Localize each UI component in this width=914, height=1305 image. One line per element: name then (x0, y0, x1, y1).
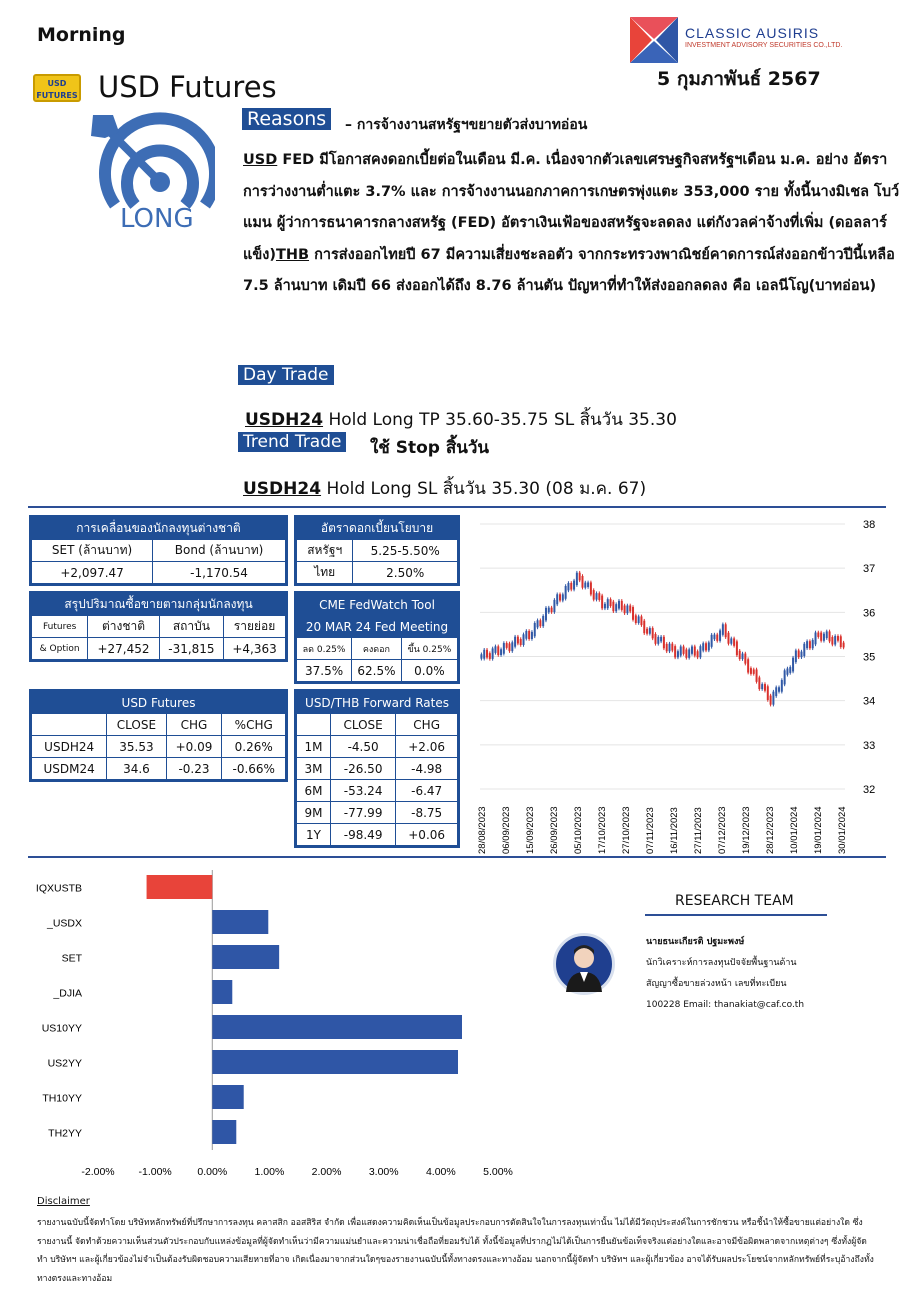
candle (708, 642, 710, 650)
y-tick-label: 33 (863, 739, 876, 752)
thb-label: THB (275, 246, 310, 263)
x-tick-label: -2.00% (81, 1166, 115, 1178)
position-label: LONG (120, 204, 194, 234)
fedwatch-box (294, 591, 460, 684)
candle (598, 593, 600, 600)
table-cell: -4.50 (330, 736, 395, 758)
table-cell: -98.49 (330, 824, 395, 846)
analyst-role: นักวิเคราะห์การลงทุนปัจจัยพื้นฐานด้าน (646, 958, 797, 968)
y-tick-label: 37 (863, 563, 876, 576)
candle (834, 636, 836, 644)
candle (786, 668, 788, 674)
table-header: CHG (166, 714, 222, 736)
candle (562, 594, 564, 600)
category-label: TH10YY (42, 1092, 82, 1105)
candle (744, 654, 746, 664)
y-tick-label: 34 (863, 695, 876, 708)
candle (742, 654, 744, 660)
candle (581, 576, 583, 588)
candle (806, 641, 808, 648)
candle (750, 668, 752, 674)
candle (483, 650, 485, 659)
candle (556, 594, 558, 604)
candle (671, 644, 673, 651)
candle (621, 601, 623, 610)
candle (652, 628, 654, 638)
candle (525, 631, 527, 639)
bar (147, 875, 213, 899)
candle (789, 667, 791, 673)
table-cell: -53.24 (330, 780, 395, 802)
x-tick-label: 07/12/2023 (717, 806, 728, 854)
investor-header: สถาบัน (159, 616, 223, 638)
candle (508, 643, 510, 651)
candle (520, 639, 522, 645)
candle (733, 638, 735, 645)
candle (553, 600, 555, 612)
investor-summary-box (29, 591, 288, 662)
candle (688, 649, 690, 657)
candle (711, 635, 713, 647)
candle (812, 640, 814, 648)
day-trade-heading: Day Trade (238, 365, 334, 385)
candle (542, 616, 544, 626)
candle (761, 684, 763, 689)
x-tick-label: 26/09/2023 (549, 806, 560, 854)
candle (624, 606, 626, 614)
candle (492, 648, 494, 658)
policy-rate-country: สหรัฐฯ (297, 540, 353, 562)
candle (596, 593, 598, 599)
candle (528, 631, 530, 639)
table-header (297, 714, 331, 736)
policy-rate-value: 5.25-5.50% (353, 540, 458, 562)
candle (803, 644, 805, 656)
category-label: _DJIA (53, 987, 82, 1000)
session-label: Morning (37, 24, 126, 46)
candle (638, 616, 640, 623)
table-cell: 9M (297, 802, 331, 824)
brand-subtitle: INVESTMENT ADVISORY SECURITIES CO.,LTD. (685, 42, 843, 49)
candle (626, 605, 628, 613)
table-cell: USDH24 (32, 736, 107, 758)
table-cell: -0.23 (166, 758, 222, 780)
candle (539, 620, 541, 626)
candle (517, 637, 519, 644)
candle (843, 643, 845, 648)
trend-trade-line (243, 475, 646, 502)
candle (767, 686, 769, 700)
candle (736, 641, 738, 655)
policy-rate-country: ไทย (297, 562, 353, 584)
candle (699, 646, 701, 657)
table-cell: -0.66% (222, 758, 286, 780)
foreign-flow-box (29, 515, 288, 586)
day-trade-symbol: USDH24 (245, 410, 324, 430)
candle (722, 624, 724, 635)
x-tick-label: -1.00% (138, 1166, 172, 1178)
x-tick-label: 2.00% (311, 1166, 342, 1178)
fedwatch-header: คงดอก (352, 638, 402, 660)
usd-futures-title: USD Futures (32, 692, 286, 714)
usd-label: USD (243, 152, 278, 168)
brand-name: CLASSIC AUSIRIS (685, 25, 820, 41)
candle (800, 652, 802, 658)
research-team-title: RESEARCH TEAM (675, 893, 794, 909)
candle (795, 650, 797, 662)
table-header: CHG (396, 714, 458, 736)
set-value: +2,097.47 (32, 562, 153, 584)
candle (781, 680, 783, 692)
candle (719, 630, 721, 640)
bar (212, 980, 232, 1004)
candle (837, 636, 839, 641)
x-tick-label: 05/10/2023 (573, 806, 584, 854)
analyst-info (646, 932, 804, 1016)
usd-futures-box (29, 689, 288, 782)
candle (654, 634, 656, 644)
x-tick-label: 4.00% (425, 1166, 456, 1178)
candle (685, 649, 687, 657)
analyst-name: นายธนะเกียรติ ปฐมะพงษ์ (646, 937, 745, 947)
candle (758, 677, 760, 689)
candle (635, 615, 637, 623)
candle (551, 608, 553, 612)
category-label: SET (61, 952, 82, 965)
table-cell: +2.06 (396, 736, 458, 758)
candle (716, 635, 718, 641)
policy-rate-box (294, 515, 460, 586)
candle (500, 649, 502, 655)
candle (677, 651, 679, 657)
candle (506, 643, 508, 648)
candle (725, 624, 727, 637)
table-cell: -4.98 (396, 758, 458, 780)
y-tick-label: 35 (863, 651, 876, 664)
fedwatch-meeting: 20 MAR 24 Fed Meeting (297, 616, 458, 638)
y-tick-label: 32 (863, 784, 876, 796)
candle (697, 651, 699, 657)
y-tick-label: 38 (863, 519, 876, 531)
candle (523, 634, 525, 645)
day-trade-text: Hold Long TP 35.60-35.75 SL สิ้นวัน 35.30 (323, 410, 677, 430)
fedwatch-value: 62.5% (352, 660, 402, 682)
candle (632, 607, 634, 620)
x-tick-label: 27/11/2023 (693, 807, 704, 854)
category-label: IQXUSTB (35, 882, 82, 895)
table-cell: 35.53 (107, 736, 166, 758)
page-title: USD Futures (98, 70, 277, 104)
x-tick-label: 5.00% (483, 1166, 513, 1178)
candle (840, 636, 842, 647)
divider (645, 914, 827, 916)
table-row (297, 736, 458, 758)
bar (212, 1120, 236, 1144)
candle (775, 687, 777, 696)
table-header: %CHG (222, 714, 286, 736)
trend-trade-text: Hold Long SL สิ้นวัน 35.30 (08 ม.ค. 67) (321, 479, 647, 499)
x-tick-label: 10/01/2024 (789, 806, 800, 854)
table-row (297, 802, 458, 824)
candle (730, 638, 732, 643)
table-cell: 1M (297, 736, 331, 758)
candle (567, 583, 569, 590)
thb-text: การส่งออกไทยปี 67 มีความเสี่ยงชะลอตัว จากกระทรวงพาณิชย์คาดการณ์ส่งออกข้าวปีนี้เหลือ 7.5 ล้านบาท เดิมปี 66 ส่งออกได้ถึง 8.76 ล้านตัน ปัญหาที่ทำให้ส่งออกลดลง คือ เอลนีโญ(บาทอ่อน) (243, 246, 895, 294)
candle (770, 696, 772, 705)
candle (660, 637, 662, 642)
report-date: 5 กุมภาพันธ์ 2567 (657, 68, 821, 90)
disclaimer-title: Disclaimer (37, 1196, 90, 1207)
candle (534, 623, 536, 636)
forward-rates-title: USD/THB Forward Rates (297, 692, 458, 714)
candle (756, 669, 758, 681)
bar (212, 1085, 243, 1109)
fedwatch-value: 0.0% (401, 660, 457, 682)
x-tick-label: 07/11/2023 (645, 807, 656, 854)
candle (565, 586, 567, 599)
x-tick-label: 06/09/2023 (501, 806, 512, 854)
x-tick-label: 19/12/2023 (741, 806, 752, 854)
table-cell: 3M (297, 758, 331, 780)
category-label: _USDX (46, 917, 82, 930)
candle (610, 599, 612, 606)
policy-rate-value: 2.50% (353, 562, 458, 584)
investor-value: +27,452 (88, 638, 159, 660)
table-row (297, 758, 458, 780)
candle (713, 635, 715, 640)
table-header (32, 714, 107, 736)
bar (212, 1050, 458, 1074)
investor-summary-title: สรุปปริมาณซื้อขายตามกลุ่มนักลงทุน (32, 594, 286, 616)
candle (604, 604, 606, 609)
candle (537, 620, 539, 627)
x-tick-label: 28/12/2023 (765, 806, 776, 854)
candle (514, 637, 516, 647)
candle (823, 634, 825, 641)
candle (531, 632, 533, 639)
table-cell: 0.26% (222, 736, 286, 758)
candle (674, 646, 676, 657)
candle (643, 621, 645, 633)
x-tick-label: 3.00% (368, 1166, 399, 1178)
candle (829, 631, 831, 641)
investor-header: ต่างชาติ (88, 616, 159, 638)
foreign-flow-title: การเคลื่อนของนักลงทุนต่างชาติ (32, 518, 286, 540)
table-header: CLOSE (107, 714, 166, 736)
candle (545, 608, 547, 621)
candle (753, 669, 755, 673)
candle (691, 646, 693, 653)
reasons-body (243, 145, 903, 303)
fedwatch-value: 37.5% (297, 660, 352, 682)
candle (489, 653, 491, 659)
x-tick-label: 1.00% (254, 1166, 285, 1178)
bond-value: -1,170.54 (153, 562, 286, 584)
set-header: SET (ล้านบาท) (32, 540, 153, 562)
fedwatch-title: CME FedWatch Tool (297, 594, 458, 616)
candle (548, 608, 550, 613)
investor-header: รายย่อย (224, 616, 286, 638)
investor-value: -31,815 (159, 638, 223, 660)
candle (497, 646, 499, 655)
candle (649, 628, 651, 634)
candle (747, 659, 749, 672)
investor-value: +4,363 (224, 638, 286, 660)
reasons-heading: Reasons (242, 108, 331, 130)
candle (657, 637, 659, 644)
x-tick-label: 30/01/2024 (837, 806, 848, 854)
table-cell: 6M (297, 780, 331, 802)
table-cell: +0.09 (166, 736, 222, 758)
table-cell: -8.75 (396, 802, 458, 824)
candle (584, 583, 586, 588)
candle (702, 643, 704, 650)
candle (579, 573, 581, 581)
candle (480, 654, 482, 658)
candle (815, 632, 817, 644)
candle (511, 642, 513, 651)
candle (612, 602, 614, 612)
candle (570, 583, 572, 590)
candle (683, 646, 685, 653)
candle (784, 670, 786, 684)
candle (593, 590, 595, 600)
candle (778, 687, 780, 691)
person-icon (556, 936, 612, 992)
table-cell: +0.06 (396, 824, 458, 846)
trend-trade-symbol: USDH24 (243, 479, 322, 499)
divider (28, 506, 886, 508)
candle (739, 651, 741, 659)
table-cell: 1Y (297, 824, 331, 846)
candle (831, 637, 833, 645)
candle (669, 644, 671, 652)
fedwatch-header: ขึ้น 0.25% (401, 638, 457, 660)
candle (817, 632, 819, 636)
candle (663, 637, 665, 649)
candle (486, 650, 488, 658)
usd-price-chart (470, 512, 885, 857)
table-row (32, 758, 286, 780)
avatar (553, 933, 615, 995)
table-cell: USDM24 (32, 758, 107, 780)
candle (772, 692, 774, 705)
candle (680, 646, 682, 655)
candle (792, 658, 794, 672)
candle (820, 633, 822, 641)
candle (587, 582, 589, 587)
candle (694, 646, 696, 655)
table-row (297, 780, 458, 802)
table-cell: -6.47 (396, 780, 458, 802)
candle (576, 573, 578, 585)
forward-rates-box (294, 689, 460, 848)
category-label: US10YY (41, 1022, 82, 1035)
candle (646, 629, 648, 634)
candle (590, 582, 592, 594)
analyst-role: สัญญาซื้อขายล่วงหน้า เลขที่ทะเบียน (646, 979, 787, 989)
bar (212, 910, 268, 934)
reasons-subtitle: – การจ้างงานสหรัฐฯขยายตัวส่งบาทอ่อน (345, 117, 588, 133)
category-label: TH2YY (48, 1127, 82, 1140)
candle (798, 650, 800, 657)
trend-trade-subtitle: ใช้ Stop สิ้นวัน (370, 438, 490, 458)
table-cell: 34.6 (107, 758, 166, 780)
candle (640, 616, 642, 625)
table-cell: -77.99 (330, 802, 395, 824)
candle (607, 599, 609, 608)
day-trade-line (245, 406, 677, 433)
x-tick-label: 17/10/2023 (597, 806, 608, 854)
bar (212, 1015, 462, 1039)
candle (618, 601, 620, 609)
candle (559, 594, 561, 600)
usd-futures-logo: USD FUTURES (33, 74, 81, 102)
candle (727, 633, 729, 644)
table-row (297, 824, 458, 846)
market-change-bar-chart (28, 870, 528, 1180)
candle (601, 596, 603, 609)
table-header: CLOSE (330, 714, 395, 736)
option-label: & Option (32, 638, 88, 660)
candle (826, 631, 828, 638)
candle (615, 604, 617, 611)
x-tick-label: 16/11/2023 (669, 807, 680, 854)
x-tick-label: 28/08/2023 (477, 806, 488, 854)
table-cell: -26.50 (330, 758, 395, 780)
policy-rate-title: อัตราดอกเบี้ยนโยบาย (297, 518, 458, 540)
y-tick-label: 36 (863, 607, 876, 620)
candle (573, 581, 575, 590)
table-row (32, 736, 286, 758)
candle (666, 644, 668, 651)
trend-trade-heading: Trend Trade (238, 432, 346, 452)
x-tick-label: 27/10/2023 (621, 806, 632, 854)
x-tick-label: 0.00% (197, 1166, 228, 1178)
category-label: US2YY (47, 1057, 82, 1070)
fedwatch-header: ลด 0.25% (297, 638, 352, 660)
x-tick-label: 15/09/2023 (525, 806, 536, 854)
analyst-contact: 100228 Email: thanakiat@caf.co.th (646, 1000, 805, 1010)
candle (764, 684, 766, 691)
divider (28, 856, 886, 858)
candle (629, 605, 631, 611)
usd-text: FED มีโอกาสคงดอกเบี้ยต่อในเดือน มี.ค. เนื่องจากตัวเลขเศรษฐกิจสหรัฐฯเดือน ม.ค. อย่าง อัตราการว่างงานต่ำแตะ 3.7% และ การจ้างงานนอกภาคการเกษตรพุ่งแตะ 353,000 ราย ทั้งนี้นางมิเชล โบว์แมน ผู้ว่าการธนาคารกลางสหรัฐ (FED) อัตราเงินเฟ้อของสหรัฐจะลดลง แต่กังวลค่าจ้างที่เพิ่ม (ดอลลาร์แข็ง) (243, 152, 900, 263)
candle (494, 646, 496, 653)
futures-label: Futures (32, 616, 88, 638)
candle (809, 641, 811, 648)
bond-header: Bond (ล้านบาท) (153, 540, 286, 562)
candle (705, 643, 707, 650)
candle (503, 643, 505, 654)
bar (212, 945, 279, 969)
disclaimer-text: รายงานฉบับนี้จัดทำโดย บริษัทหลักทรัพย์ที่ปรึกษาการลงทุน คลาสสิก ออสสิริส จำกัด เพื่อแสดงความคิดเห็นเป็นข้อมูลประกอบการตัดสินใจในการลงทุนเท่านั้น ไม่ได้มีวัตถุประสงค์ในการชักชวน หรือชี้นำให้ซื้อขายแต่อย่างใด ซึ่งรายงานนี้ จัดทำด้วยความเห็นส่วนตัวประกอบกับแหล่งข้อมูลที่ผู้จัดทำเห็นว่ามีความแม่นยำและความน่าเชื่อถือที่ยอมรับได้ ทั้งนี้ข้อมูลที่ปรากฏไม่ได้เป็นการยืนยันข้อเท็จจริงแต่อย่างใดและอาจมีข้อผิดพลาดจากเหตุต่างๆ ซึ่งทั้งผู้จัดทำ บริษัทฯ และผู้เกี่ยวข้องไม่จำเป็นต้องรับผิดชอบความเสียหายที่อาจ เกิดเนื่องมาจากส่วนใดๆของรายงานฉบับนี้ทั้งทางตรงและทางอ้อม นอกจากนี้ผู้จัดทำ บริษัทฯ และผู้เกี่ยวข้อง อาจได้รับผลประโยชน์จากหลักทรัพย์ที่ระบุอ้างถึงทั้งทางตรงและทางอ้อม (37, 1218, 874, 1284)
x-tick-label: 19/01/2024 (813, 806, 824, 854)
